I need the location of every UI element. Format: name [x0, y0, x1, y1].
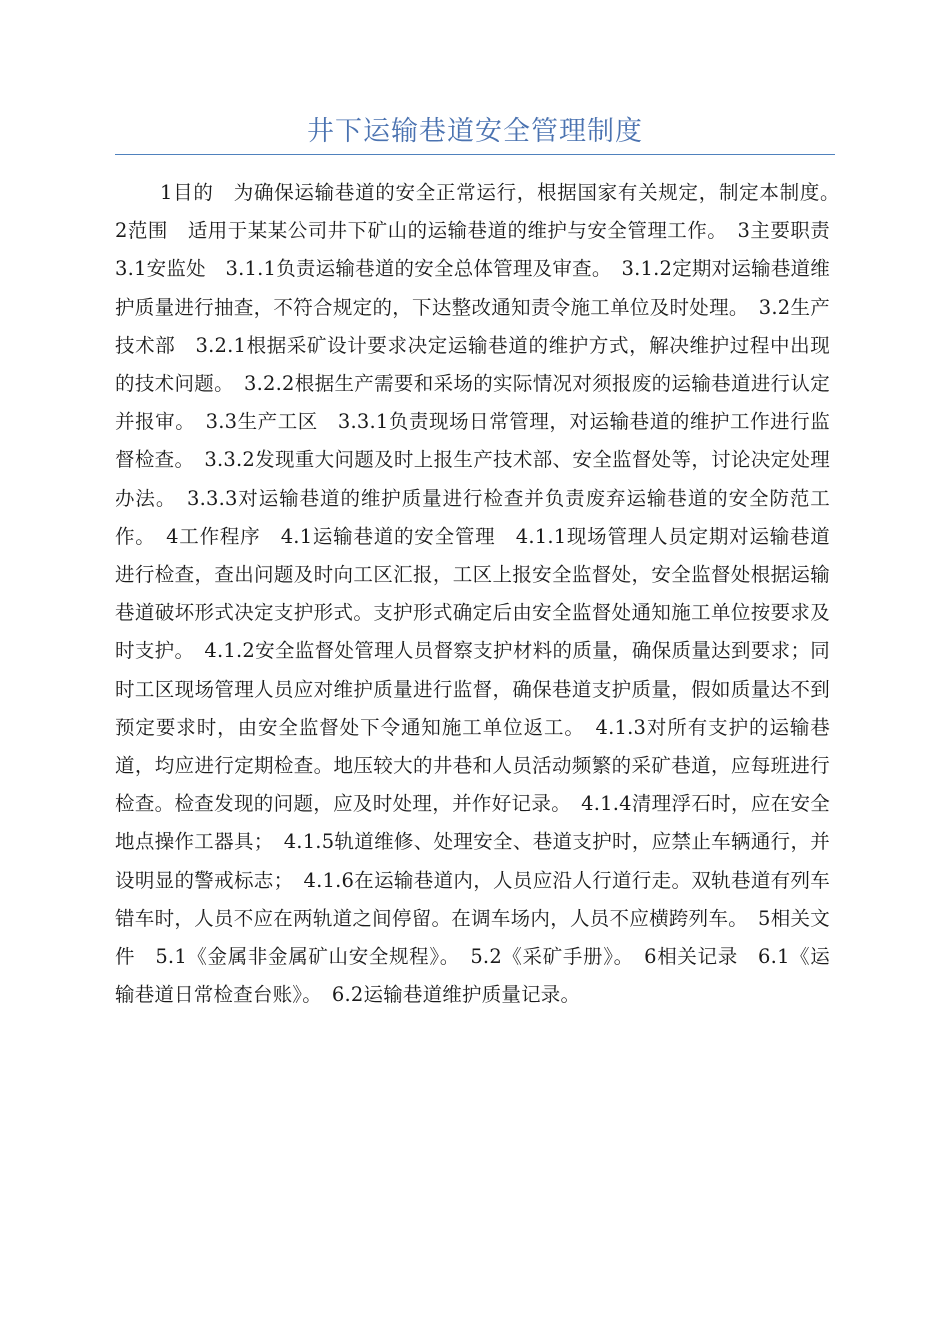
document-title: 井下运输巷道安全管理制度 — [307, 116, 643, 147]
title-underline — [115, 154, 835, 155]
document-body: 1目的 为确保运输巷道的安全正常运行，根据国家有关规定，制定本制度。 2范围 适用于某某公司井下矿山的运输巷道的维护与安全管理工作。 3主要职责 3.1安监处 3.1.1负责运输巷道的安全总体管理及审查。 3.1.2定期对运输巷道维护质量进行抽查，不符合规定的，下达整改通知责令施工单位及时处理。 3.2生产技术部 3.2.1根据采矿设计要求决定运输巷道的维护方式，解决维护过程中出现的技术问题。 3.2.2根据生产需要和采场的实际情况对须报废的运输巷道进行认定并报审。 3.3生产工区 3.3.1负责现场日常管理，对运输巷道的维护工作进行监督检查。 3.3.2发现重大问题及时上报生产技术部、安全监督处等，讨论决定处理办法。 3.3.3对运输巷道的维护质量进行检查并负责废弃运输巷道的安全防范工作。 4工作程序 4.1运输巷道的安全管理 4.1.1现场管理人员定期对运输巷道进行检查，查出问题及时向工区汇报，工区上报安全监督处，安全监督处根据运输巷道破坏形式决定支护形式。支护形式确定后由安全监督处通知施工单位按要求及时支护。 4.1.2安全监督处管理人员督察支护材料的质量，确保质量达到要求；同时工区现场管理人员应对维护质量进行监督，确保巷道支护质量，假如质量达不到预定要求时，由安全监督处下令通知施工单位返工。 4.1.3对所有支护的运输巷道，均应进行定期检查。地压较大的井巷和人员活动频繁的采矿巷道，应每班进行检查。检查发现的问题，应及时处理，并作好记录。 4.1.4清理浮石时，应在安全地点操作工器具； 4.1.5轨道维修、处理安全、巷道支护时，应禁止车辆通行，并设明显的警戒标志； 4.1.6在运输巷道内，人员应沿人行道行走。双轨巷道有列车错车时，人员不应在两轨道之间停留。在调车场内，人员不应横跨列车。 5相关文件 5.1《金属非金属矿山安全规程》。 5.2《采矿手册》。 6相关记录 6.1《运输巷道日常检查台账》。 6.2运输巷道维护质量记录。 — [115, 181, 850, 1007]
